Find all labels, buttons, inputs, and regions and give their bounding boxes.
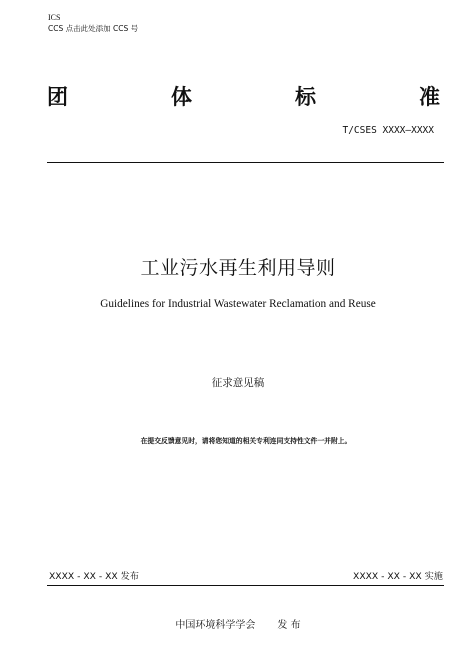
publish-date: XXXX - XX - XX 发布 (49, 571, 139, 582)
publisher-name: 中国环境科学学会 (175, 620, 256, 631)
standard-number: T/CSES XXXX—XXXX (342, 125, 434, 136)
implement-date: XXXX - XX - XX 实施 (353, 571, 443, 582)
english-title: Guidelines for Industrial Wastewater Reclamation and Reuse (100, 298, 376, 310)
publisher (0, 619, 476, 633)
standard-type-char: 标 (295, 85, 316, 109)
standard-type-char: 体 (171, 85, 192, 109)
chinese-title: 工业污水再生利用导则 (140, 257, 336, 279)
ccs-code: CCS 点击此处添加 CCS 号 (48, 24, 139, 33)
footer-divider (47, 585, 444, 586)
standard-type-char: 团 (47, 85, 68, 109)
patent-notice: 在提交反馈意见时，请将您知道的相关专利连同支持性文件一并附上。 (140, 437, 352, 445)
standard-type-char: 准 (419, 85, 440, 109)
ics-code: ICS (48, 13, 61, 22)
publisher-action: 发 布 (277, 620, 301, 631)
header-divider (47, 162, 444, 163)
standard-type (47, 85, 440, 109)
draft-label: 征求意见稿 (211, 377, 265, 389)
